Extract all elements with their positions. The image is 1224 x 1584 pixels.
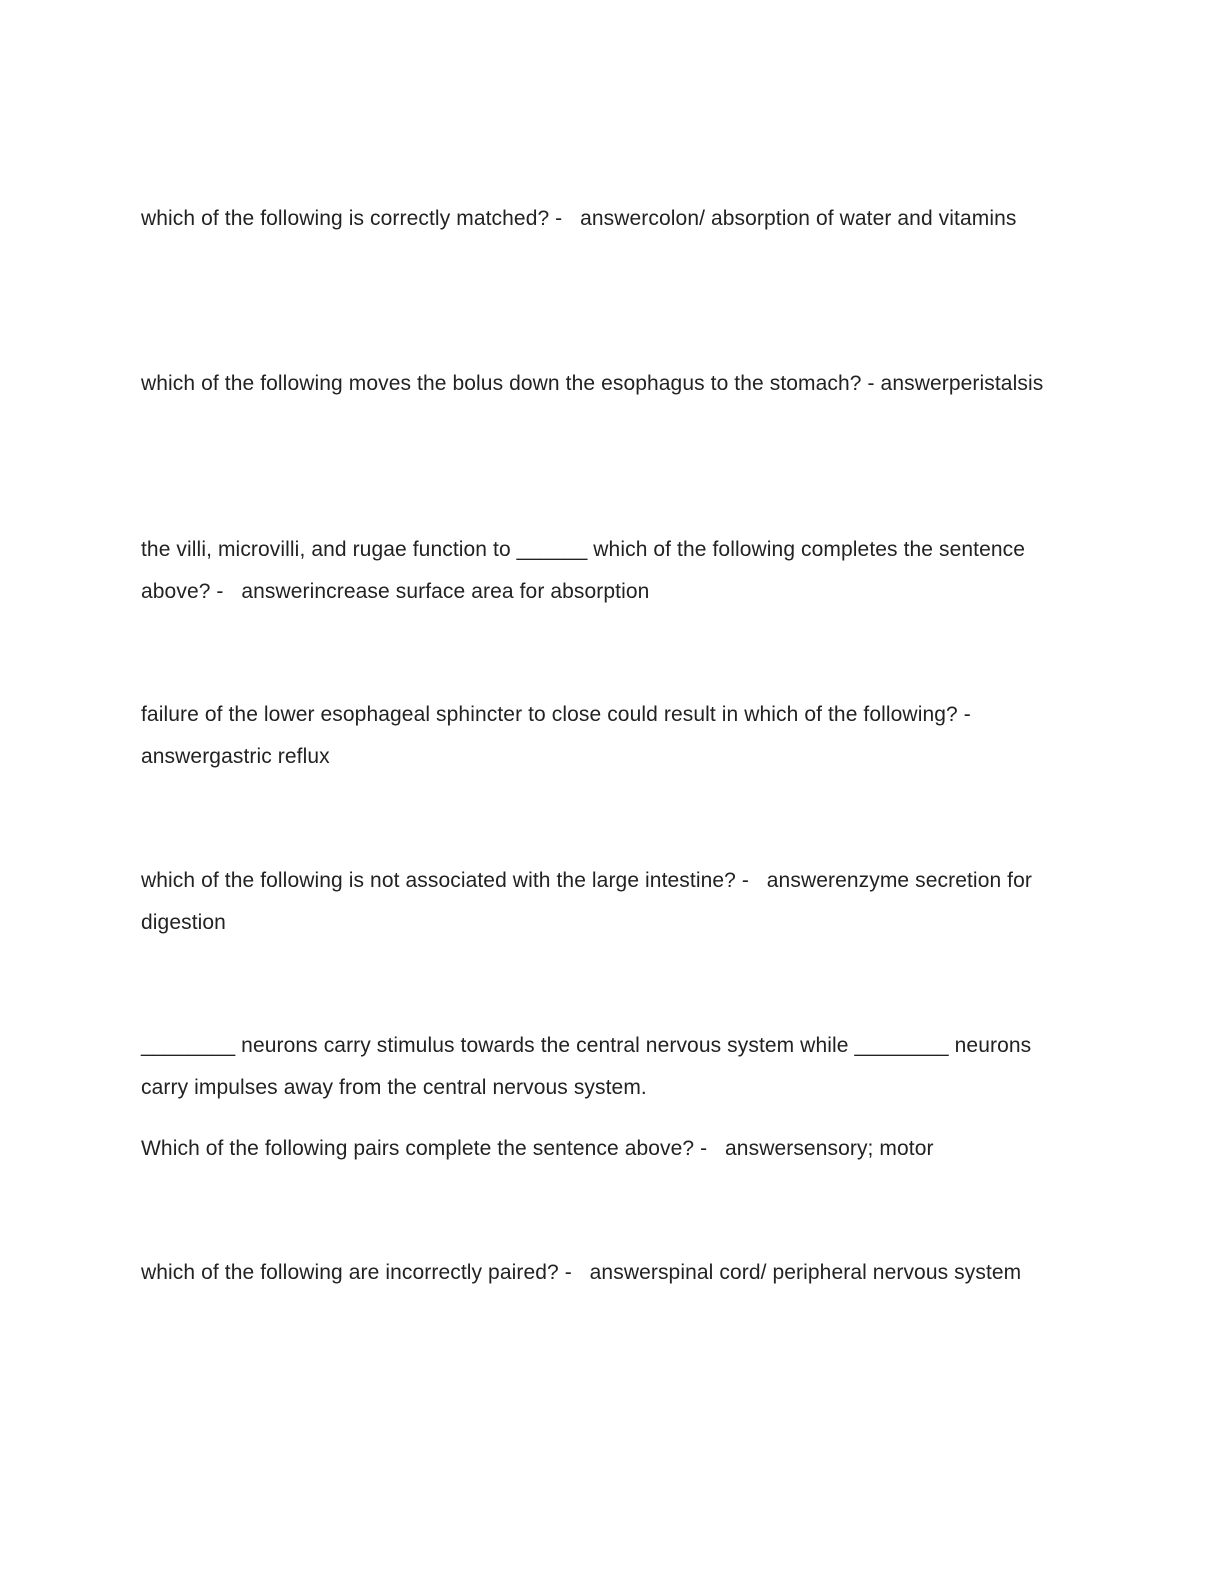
qa-item-7: [141, 1252, 1081, 1294]
answer-text: answerenzyme secretion for digestion: [141, 869, 1032, 934]
question-text: which of the following are incorrectly paired? -: [141, 1261, 572, 1284]
answer-text: answercolon/ absorption of water and vitamins: [580, 207, 1017, 230]
qa-item-1: [141, 198, 1081, 240]
answer-text: answerincrease surface area for absorption: [241, 580, 650, 603]
question-text: failure of the lower esophageal sphincter to close could result in which of the following? -: [141, 703, 971, 726]
qa-item-3: [141, 529, 1081, 613]
qa-item-5: [141, 860, 1081, 944]
qa-item-4: [141, 694, 1081, 778]
answer-text: answerspinal cord/ peripheral nervous system: [589, 1261, 1022, 1284]
answer-text: answerperistalsis: [880, 372, 1044, 395]
question-text: which of the following is not associated with the large intestine? -: [141, 869, 749, 892]
answer-text: answersensory; motor: [725, 1137, 934, 1160]
answer-text: answergastric reflux: [141, 745, 330, 768]
qa-item-6-statement: [141, 1025, 1081, 1109]
question-text: which of the following moves the bolus down the esophagus to the stomach? -: [141, 372, 875, 395]
qa-item-6: [141, 1128, 1081, 1170]
qa-item-2: [141, 363, 1081, 405]
question-text: Which of the following pairs complete the sentence above? -: [141, 1137, 708, 1160]
statement-text: ________ neurons carry stimulus towards the central nervous system while ________ neurons carry impulses away from the central nervous system.: [141, 1034, 1032, 1099]
question-text: which of the following is correctly matched? -: [141, 207, 563, 230]
question-text: the villi, microvilli, and rugae function to ______ which of the following completes the sentence above? -: [141, 538, 1026, 603]
